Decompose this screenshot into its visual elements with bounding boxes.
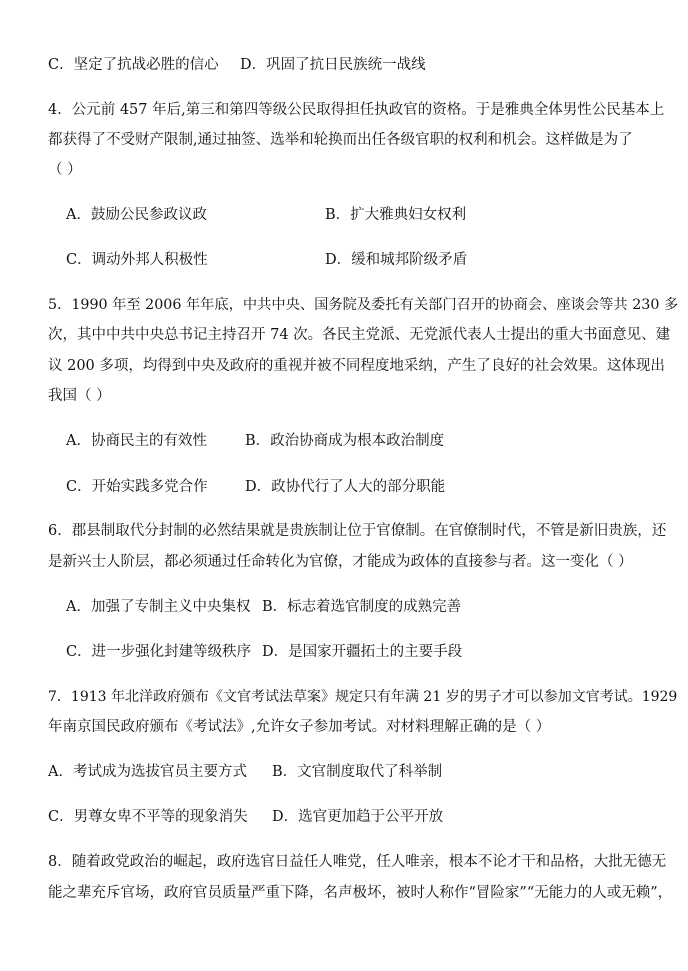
q8-stem-line-2: 能之辈充斥官场，政府官员质量严重下降，名声极坏，被时人称作“冒险家”“无能力的人或无赖”， (48, 885, 673, 901)
q5-stem-line-4: 我国（ ） (48, 388, 111, 404)
q6-option-b: B．标志着选官制度的成熟完善 (262, 599, 462, 615)
q7-option-a: A．考试成为选拔官员主要方式 (48, 764, 247, 780)
q6-stem-line-1: 6．郡县制取代分封制的必然结果就是贵族制让位于官僚制。在官僚制时代，不管是新旧贵族，还 (48, 523, 667, 539)
q7-option-c: C．男尊女卑不平等的现象消失 (48, 809, 248, 825)
q6-stem-line-2: 是新兴士人阶层，都必须通过任命转化为官僚，才能成为政体的直接参与者。这一变化（ ） (48, 554, 633, 570)
q5-stem-line-3: 议 200 多项，均得到中央及政府的重视并被不同程度地采纳，产生了良好的社会效果。这体现出 (48, 358, 665, 374)
q4-option-d: D．缓和城邦阶级矛盾 (325, 252, 468, 268)
q4-option-c: C．调动外邦人积极性 (66, 252, 208, 268)
q6-option-a: A．加强了专制主义中央集权 (66, 599, 251, 615)
q3-option-d: D．巩固了抗日民族统一战线 (240, 57, 426, 73)
q5-option-c: C．开始实践多党合作 (66, 479, 208, 495)
q4-stem-line-1: 4．公元前 457 年后,第三和第四等级公民取得担任执政官的资格。于是雅典全体男性公民基本上 (48, 102, 665, 118)
q3-option-c: C．坚定了抗战必胜的信心 (48, 57, 219, 73)
q7-stem-line-2: 年南京国民政府颁布《考试法》,允许女子参加考试。对材料理解正确的是（ ） (48, 719, 551, 735)
q4-option-b: B．扩大雅典妇女权利 (325, 207, 467, 223)
q6-option-d: D．是国家开疆拓土的主要手段 (262, 644, 463, 660)
q5-option-a: A．协商民主的有效性 (66, 433, 207, 449)
q5-option-d: D．政协代行了人大的部分职能 (245, 479, 446, 495)
q5-stem-line-1: 5．1990 年至 2006 年年底，中共中央、国务院及委托有关部门召开的协商会、座谈会等共 230 多 (48, 297, 679, 313)
q7-option-b: B．文官制度取代了科举制 (272, 764, 443, 780)
q4-stem-line-3: （ ） (48, 162, 82, 178)
q4-stem-line-2: 都获得了不受财产限制,通过抽签、选举和轮换而出任各级官职的权利和机会。这样做是为了 (48, 132, 633, 148)
q6-option-c: C．进一步强化封建等级秩序 (66, 644, 252, 660)
q7-option-d: D．选官更加趋于公平开放 (272, 809, 444, 825)
q4-option-a: A．鼓励公民参政议政 (66, 207, 207, 223)
q5-option-b: B．政治协商成为根本政治制度 (245, 433, 445, 449)
q7-stem-line-1: 7．1913 年北洋政府颁布《文官考试法草案》规定只有年满 21 岁的男子才可以参加文官考试。1929 (48, 689, 678, 705)
q8-stem-line-1: 8．随着政党政治的崛起，政府选官日益任人唯党，任人唯亲，根本不论才干和品格，大批无德无 (48, 854, 667, 870)
q5-stem-line-2: 次，其中中共中央总书记主持召开 74 次。各民主党派、无党派代表人士提出的重大书面意见、建 (48, 327, 671, 343)
